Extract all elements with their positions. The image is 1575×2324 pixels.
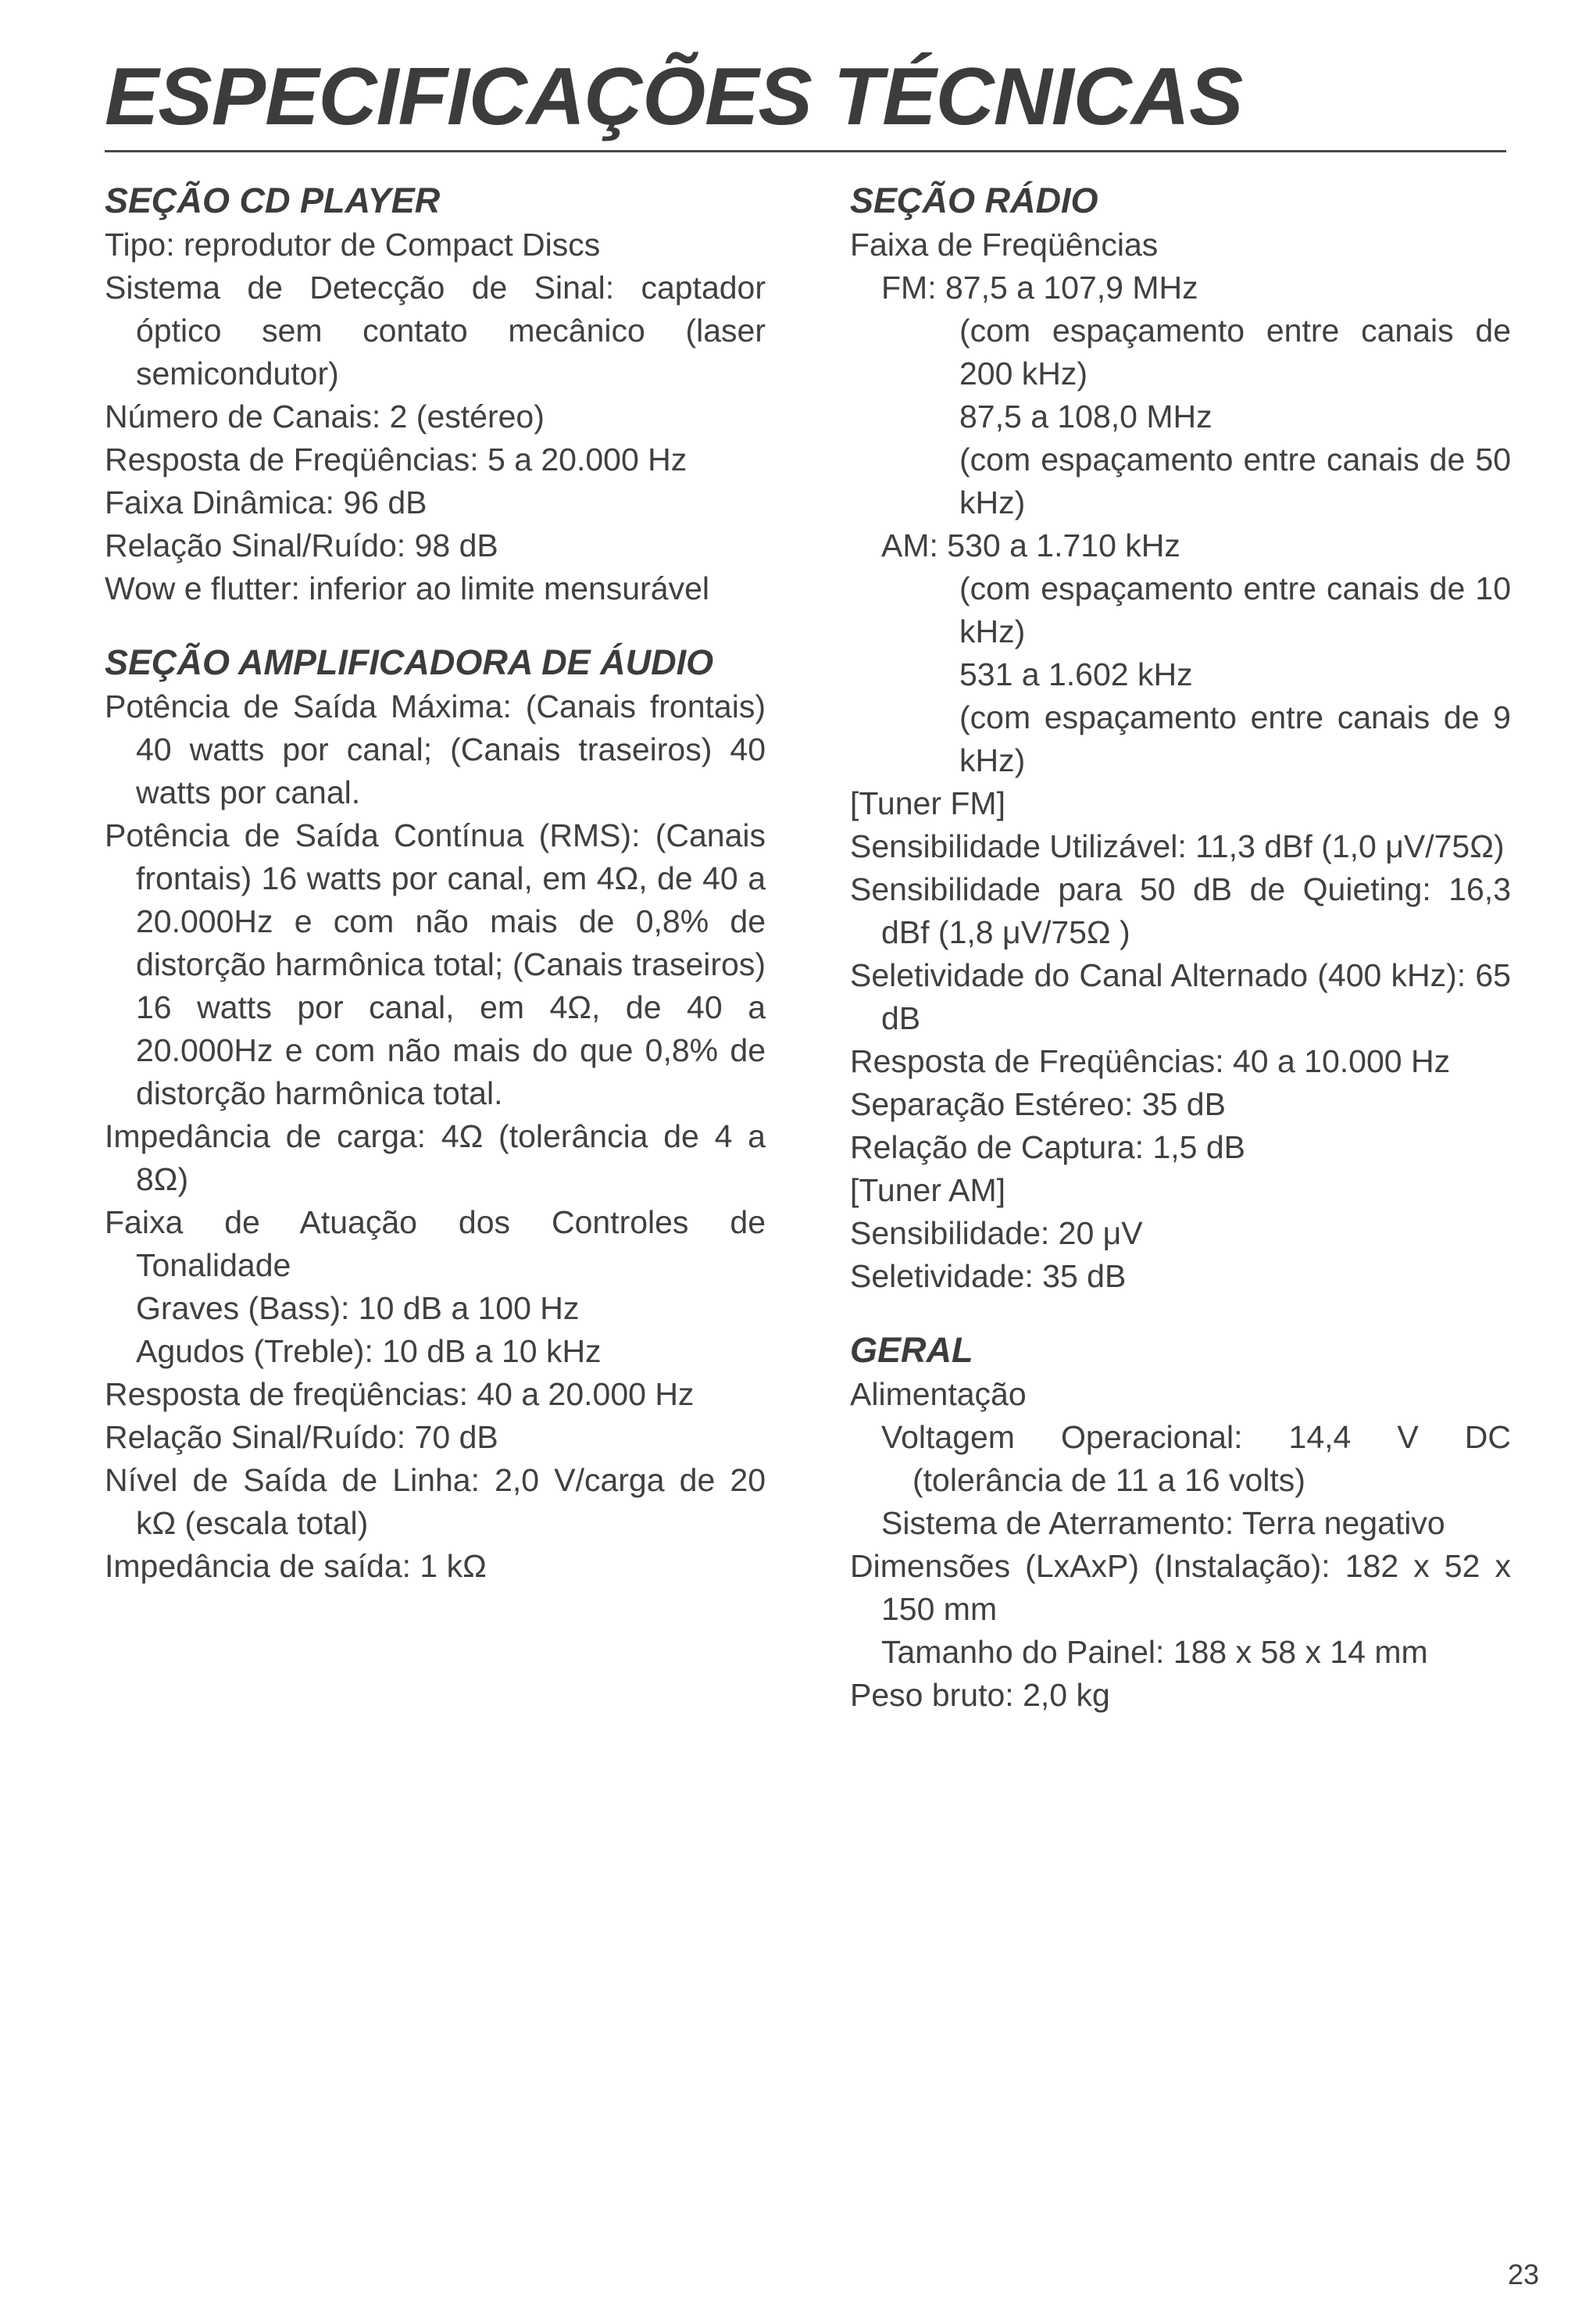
spec-line: Relação Sinal/Ruído: 98 dB	[105, 527, 498, 563]
spec-line: Impedância de saída: 1 kΩ	[105, 1548, 487, 1584]
section-heading-cd: SEÇÃO CD PLAYER	[105, 181, 441, 220]
spec-line: 531 a 1.602 kHz	[959, 656, 1193, 692]
spec-line: Resposta de freqüências: 40 a 20.000 Hz	[105, 1376, 695, 1412]
spec-line: Dimensões (LxAxP) (Instalação): 182 x 52 x 150 mm	[850, 1548, 1511, 1627]
spec-line: Relação de Captura: 1,5 dB	[850, 1129, 1245, 1165]
spec-line: Faixa Dinâmica: 96 dB	[105, 484, 427, 520]
page-title: ESPECIFICAÇÕES TÉCNICAS	[105, 52, 1243, 142]
spec-line: Graves (Bass): 10 dB a 100 Hz	[136, 1290, 580, 1326]
spec-line: Sensibilidade para 50 dB de Quieting: 16,3 dBf (1,8 μV/75Ω )	[850, 871, 1511, 950]
spec-line: Peso bruto: 2,0 kg	[850, 1677, 1110, 1713]
spec-line: AM: 530 a 1.710 kHz	[881, 527, 1180, 563]
spec-line: [Tuner AM]	[850, 1172, 1005, 1208]
spec-line: (com espaçamento entre canais de 10 kHz)	[959, 570, 1511, 649]
spec-line: Potência de Saída Contínua (RMS): (Canais frontais) 16 watts por canal, em 4Ω, de 40 a 20.000Hz e com não mais de 0,8% de distorção harmônica total; (Canais traseiros) 16 watts por canal, em 4Ω, de 40 a 20.000Hz e com não mais do que 0,8% de distorção harmônica total.	[105, 817, 766, 1111]
spec-line: Faixa de Atuação dos Controles de Tonalidade	[105, 1204, 766, 1283]
spec-line: (com espaçamento entre canais de 200 kHz)	[959, 313, 1511, 392]
section-heading-amp: SEÇÃO AMPLIFICADORA DE ÁUDIO	[105, 642, 714, 682]
spec-line: Tipo: reprodutor de Compact Discs	[105, 227, 601, 263]
spec-line: Potência de Saída Máxima: (Canais frontais) 40 watts por canal; (Canais traseiros) 40 watts por canal.	[105, 688, 766, 810]
spec-line: FM: 87,5 a 107,9 MHz	[881, 270, 1198, 306]
spec-line: Wow e flutter: inferior ao limite mensurável	[105, 570, 709, 606]
spec-line: Seletividade do Canal Alternado (400 kHz): 65 dB	[850, 957, 1511, 1036]
spec-line: Resposta de Freqüências: 5 a 20.000 Hz	[105, 442, 688, 477]
spec-line: (com espaçamento entre canais de 50 kHz)	[959, 442, 1511, 520]
section-heading-geral: GERAL	[850, 1330, 973, 1370]
spec-line: Relação Sinal/Ruído: 70 dB	[105, 1419, 498, 1455]
spec-line: Voltagem Operacional: 14,4 V DC (tolerância de 11 a 16 volts)	[881, 1419, 1511, 1498]
spec-line: Alimentação	[850, 1376, 1027, 1412]
spec-line: Tamanho do Painel: 188 x 58 x 14 mm	[881, 1634, 1428, 1670]
right-column	[850, 178, 1511, 1717]
spec-line: Sistema de Aterramento: Terra negativo	[881, 1505, 1445, 1541]
title-rule	[105, 150, 1506, 152]
section-heading-radio: SEÇÃO RÁDIO	[850, 181, 1098, 220]
spec-line: Faixa de Freqüências	[850, 227, 1159, 263]
spec-line: Impedância de carga: 4Ω (tolerância de 4 a 8Ω)	[105, 1118, 766, 1197]
spec-line: Número de Canais: 2 (estéreo)	[105, 399, 545, 434]
spec-line: Sensibilidade Utilizável: 11,3 dBf (1,0 μV/75Ω)	[850, 828, 1505, 864]
spec-line: 87,5 a 108,0 MHz	[959, 399, 1212, 434]
left-column	[105, 178, 766, 1588]
spec-line: Resposta de Freqüências: 40 a 10.000 Hz	[850, 1043, 1451, 1079]
spec-line: Nível de Saída de Linha: 2,0 V/carga de 20 kΩ (escala total)	[105, 1462, 766, 1541]
spec-line: Agudos (Treble): 10 dB a 10 kHz	[136, 1333, 602, 1369]
spec-line: (com espaçamento entre canais de 9 kHz)	[959, 699, 1511, 778]
spec-line: Separação Estéreo: 35 dB	[850, 1086, 1226, 1122]
spec-line: Sistema de Detecção de Sinal: captador óptico sem contato mecânico (laser semicondutor)	[105, 270, 766, 392]
spec-line: [Tuner FM]	[850, 785, 1005, 821]
spec-line: Sensibilidade: 20 μV	[850, 1215, 1143, 1251]
page-number: 23	[1508, 2258, 1540, 2290]
spec-line: Seletividade: 35 dB	[850, 1258, 1127, 1294]
